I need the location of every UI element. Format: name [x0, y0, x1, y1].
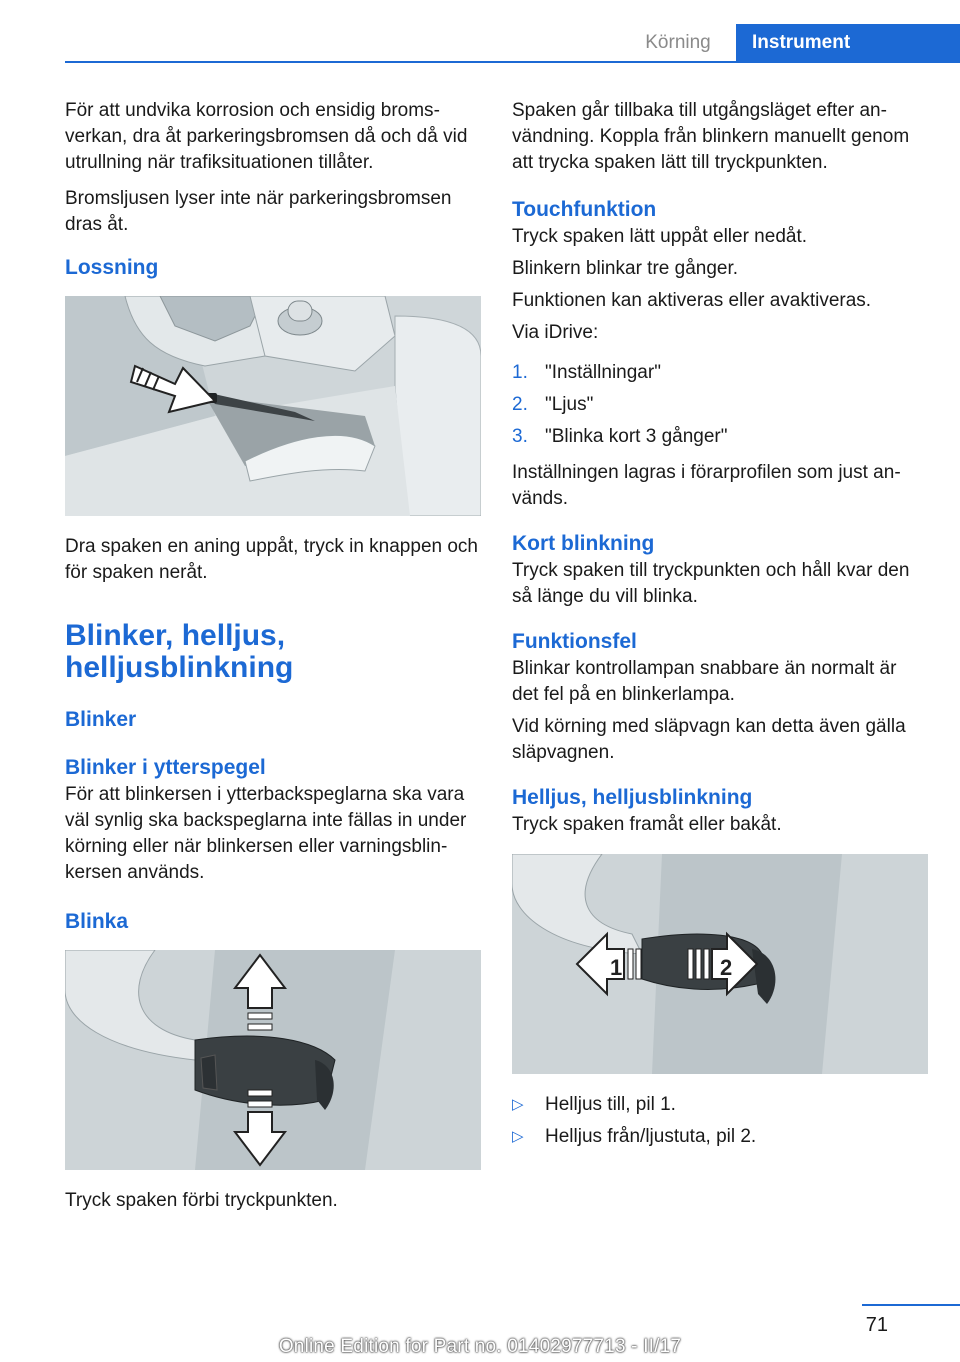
right-column — [512, 98, 928, 1160]
paragraph-korrosion: För att undvika korrosion och ensidig bromsverkan, dra åt parkeringsbromsen då och då vid utrullning när trafiksituationen tillåter. — [65, 100, 468, 173]
list-item — [512, 360, 928, 386]
page-number-rule — [862, 1304, 960, 1306]
heading-touchfunktion: Touchfunktion — [512, 198, 657, 221]
heading-lossning: Lossning — [65, 256, 159, 279]
step-text: "Ljus" — [545, 394, 594, 415]
list-item — [512, 424, 928, 450]
heading-blinka: Blinka — [65, 910, 129, 933]
high-beam-illustration — [512, 854, 928, 1074]
high-beam-list — [512, 1092, 928, 1150]
arrow-2-label: 2 — [720, 955, 733, 980]
triangle-bullet-icon: ▷ — [512, 1096, 524, 1113]
heading-blinker: Blinker — [65, 708, 137, 731]
triangle-bullet-icon: ▷ — [512, 1128, 524, 1145]
bullet-text: Helljus till, pil 1. — [545, 1094, 676, 1115]
paragraph-fel-1: Blinkar kontrollampan snabbare än normalt är det fel på en blinkerlampa. — [512, 658, 897, 705]
step-number: 3. — [512, 426, 528, 447]
paragraph-touch-1: Tryck spaken lätt uppåt eller nedåt. — [512, 226, 808, 247]
header-tab-instrument[interactable]: Instrument — [736, 24, 960, 63]
list-item — [512, 392, 928, 418]
list-item — [512, 1092, 928, 1118]
left-column — [65, 98, 481, 1224]
header-tab-korning[interactable]: Körning — [645, 32, 711, 53]
figure-turn-signal-lever — [65, 950, 481, 1170]
paragraph-touch-3: Funktionen kan aktiveras eller avaktiveras. — [512, 290, 872, 311]
handbrake-illustration — [65, 296, 481, 516]
step-text: "Blinka kort 3 gånger" — [545, 426, 728, 447]
step-number: 1. — [512, 362, 528, 383]
paragraph-lossning: Dra spaken en aning uppåt, tryck in knappen och för spaken neråt. — [65, 536, 478, 583]
turn-signal-illustration — [65, 950, 481, 1170]
list-item — [512, 1124, 928, 1150]
figure-high-beam-lever — [512, 854, 928, 1074]
bullet-text: Helljus från/ljustuta, pil 2. — [545, 1126, 757, 1147]
arrow-1-label: 1 — [610, 955, 623, 980]
heading-ytterspegel: Blinker i ytterspegel — [65, 756, 266, 779]
heading-helljus: Helljus, helljusblinkning — [512, 786, 753, 809]
step-text: "Inställningar" — [545, 362, 661, 383]
heading-kort-blinkning: Kort blinkning — [512, 532, 655, 555]
section-title: Blinker, helljus, helljusblinkning — [65, 619, 294, 684]
paragraph-ytterspegel: För att blinkersen i ytterbackspeglarna ska vara väl synlig ska backspeglarna inte fällas in under körning eller när blinkersen eller varningsblinkersen används. — [65, 784, 467, 883]
idrive-steps-list — [512, 360, 928, 450]
page-number: 71 — [865, 1314, 888, 1336]
paragraph-bromsljus: Bromsljusen lyser inte när parkeringsbromsen dras åt. — [65, 188, 452, 235]
paragraph-kort: Tryck spaken till tryckpunkten och håll kvar den så länge du vill blinka. — [512, 560, 910, 607]
paragraph-touch-5: Inställningen lagras i förarprofilen som just används. — [512, 462, 901, 509]
paragraph-helljus: Tryck spaken framåt eller bakåt. — [512, 814, 782, 835]
paragraph-touch-4: Via iDrive: — [512, 322, 599, 343]
paragraph-touch-2: Blinkern blinkar tre gånger. — [512, 258, 739, 279]
footer-edition: Online Edition for Part no. 01402977713 - II/17 — [278, 1336, 682, 1357]
figure-handbrake — [65, 296, 481, 516]
paragraph-spaken: Spaken går tillbaka till utgångsläget efter användning. Koppla från blinkern manuellt genom att trycka spaken lätt till tryckpunkten. — [512, 100, 910, 173]
step-number: 2. — [512, 394, 528, 415]
paragraph-blinka: Tryck spaken förbi tryckpunkten. — [65, 1190, 338, 1211]
heading-funktionsfel: Funktionsfel — [512, 630, 637, 653]
paragraph-fel-2: Vid körning med släpvagn kan detta även gälla släpvagnen. — [512, 716, 906, 763]
